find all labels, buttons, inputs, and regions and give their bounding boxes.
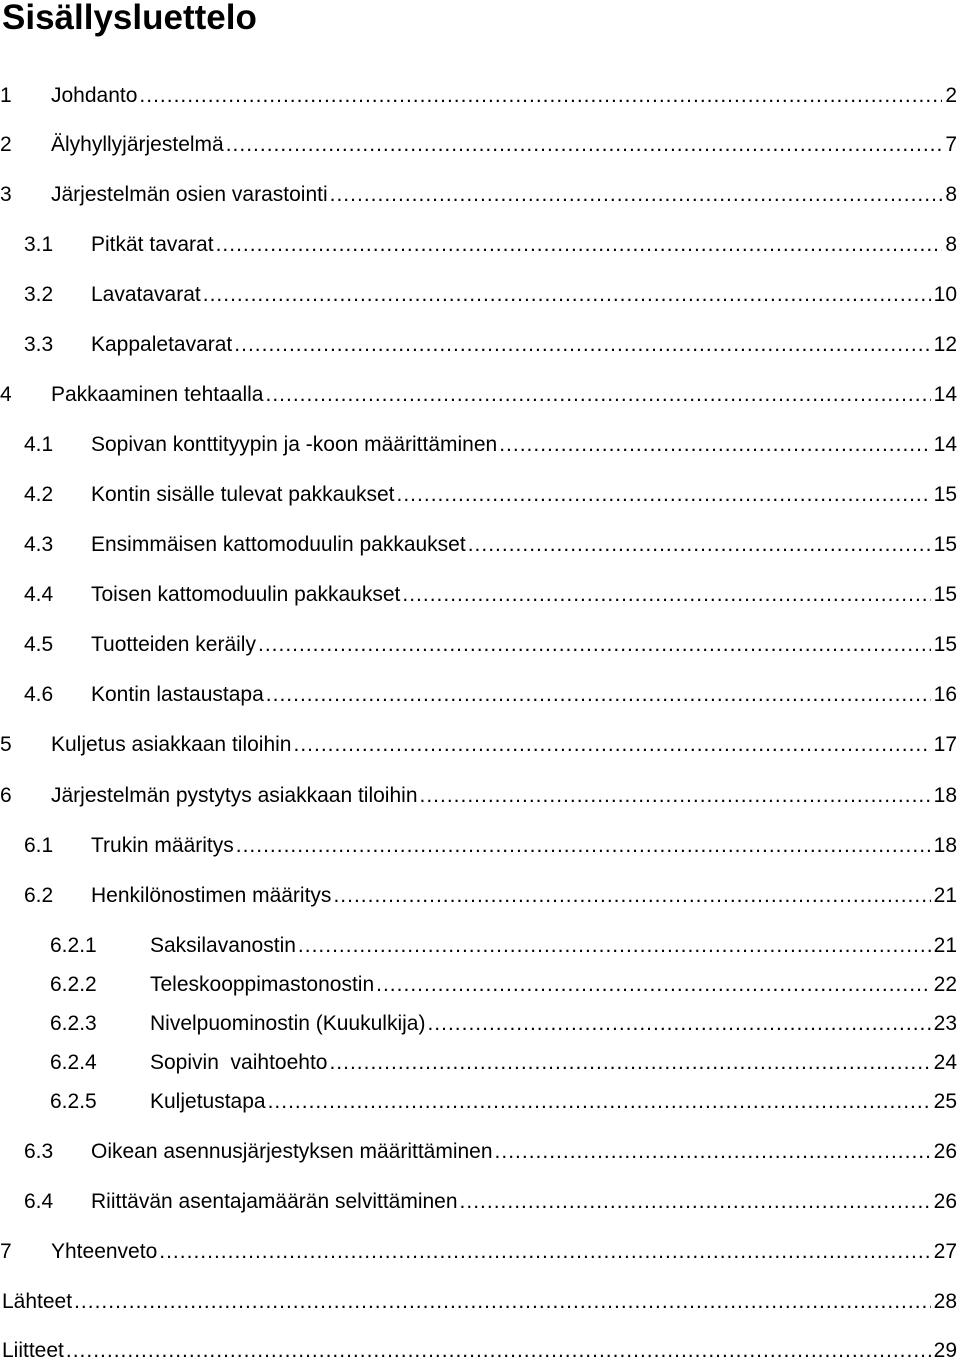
toc-dot-leader: [333, 881, 930, 911]
toc-entry-title: Johdanto: [51, 84, 138, 107]
toc-entry[interactable]: [0, 1137, 957, 1167]
toc-dot-leader: [265, 380, 930, 410]
toc-entry[interactable]: [0, 730, 957, 760]
toc-page-number: 15: [933, 483, 957, 506]
toc-entry[interactable]: [0, 81, 957, 111]
toc-page-number: 8: [945, 233, 957, 256]
toc-entry[interactable]: [0, 380, 957, 410]
toc-dot-leader: [468, 530, 931, 560]
toc-entry[interactable]: [0, 630, 957, 660]
toc-dot-leader: [298, 931, 931, 961]
toc-dot-leader: [159, 1237, 930, 1267]
toc-entry[interactable]: [0, 480, 957, 510]
toc-dot-leader: [376, 970, 931, 1000]
toc-dot-leader: [203, 280, 931, 310]
toc-dot-leader: [329, 1048, 930, 1078]
toc-entry-title: Nivelpuominostin (Kuukulkija): [150, 1012, 426, 1035]
toc-entry-title: Liitteet: [2, 1339, 64, 1362]
toc-page-number: 24: [933, 1051, 957, 1074]
toc-dot-leader: [216, 230, 943, 260]
toc-page-number: 26: [933, 1190, 957, 1213]
toc-entry-title: Teleskooppimastonostin: [150, 973, 375, 996]
toc-page-number: 10: [933, 283, 957, 306]
toc-entry-number: 6.2: [24, 884, 54, 907]
toc-entry-number: 3: [0, 183, 12, 206]
toc-entry-title: Ensimmäisen kattomoduulin pakkaukset: [91, 533, 466, 556]
toc-entry-title: Pakkaaminen tehtaalla: [51, 383, 264, 406]
toc-page-number: 28: [933, 1290, 957, 1313]
toc-dot-leader: [427, 1009, 930, 1039]
toc-page-number: 8: [945, 183, 957, 206]
toc-entry-title: Älyhyllyjärjestelmä: [51, 133, 224, 156]
toc-dot-leader: [266, 680, 931, 710]
toc-entry-title: Järjestelmän pystytys asiakkaan tiloihin: [51, 784, 418, 807]
toc-page-number: 16: [933, 683, 957, 706]
toc-entry-number: 2: [0, 133, 12, 156]
toc-entry-title: Lavatavarat: [91, 283, 201, 306]
toc-entry-title: Pitkät tavarat: [91, 233, 214, 256]
toc-entry[interactable]: [0, 781, 957, 811]
toc-page-number: 12: [933, 333, 957, 356]
toc-page-number: 27: [933, 1240, 957, 1263]
toc-entry[interactable]: [0, 130, 957, 160]
toc-entry[interactable]: [0, 530, 957, 560]
toc-dot-leader: [293, 730, 930, 760]
toc-entry-number: 3.1: [24, 233, 54, 256]
toc-entry-title: Lähteet: [2, 1290, 73, 1313]
toc-entry-title: Riittävän asentajamäärän selvittäminen: [91, 1190, 458, 1213]
toc-entry[interactable]: [0, 330, 957, 360]
toc-page-number: 22: [933, 973, 957, 996]
toc-page-number: 7: [945, 133, 957, 156]
toc-dot-leader: [420, 781, 931, 811]
toc-entry[interactable]: [0, 1187, 957, 1217]
toc-entry-number: 6.2.1: [50, 934, 97, 957]
toc-entry[interactable]: [0, 280, 957, 310]
toc-page-number: 17: [933, 733, 957, 756]
page-title: Sisällysluettelo: [2, 0, 257, 37]
toc-entry-title: Tuotteiden keräily: [91, 633, 256, 656]
toc-entry-number: 4: [0, 383, 12, 406]
toc-page-number: 14: [933, 433, 957, 456]
toc-entry-title: Sopivan konttityypin ja -koon määrittäminen: [91, 433, 498, 456]
toc-dot-leader: [499, 430, 930, 460]
toc-entry-title: Järjestelmän osien varastointi: [51, 183, 328, 206]
toc-page-number: 18: [933, 784, 957, 807]
toc-entry-title: Kontin lastaustapa: [91, 683, 264, 706]
toc-page-number: 15: [933, 583, 957, 606]
toc-page-number: 21: [933, 934, 957, 957]
toc-page-number: 23: [933, 1012, 957, 1035]
toc-dot-leader: [397, 480, 931, 510]
toc-page-number: 2: [945, 84, 957, 107]
toc-entry[interactable]: [0, 931, 957, 961]
toc-entry-title: Toisen kattomoduulin pakkaukset: [91, 583, 401, 606]
toc-entry-number: 4.4: [24, 583, 54, 606]
toc-entry-number: 4.5: [24, 633, 54, 656]
toc-entry[interactable]: [0, 1009, 957, 1039]
toc-entry-number: 6.4: [24, 1190, 54, 1213]
toc-entry-number: 4.1: [24, 433, 54, 456]
toc-page-number: 18: [933, 834, 957, 857]
toc-entry-title: Kuljetustapa: [150, 1090, 266, 1113]
toc-entry-number: 4.3: [24, 533, 54, 556]
toc-entry-title: Kuljetus asiakkaan tiloihin: [51, 733, 292, 756]
toc-dot-leader: [234, 330, 930, 360]
toc-entry-title: Trukin määritys: [91, 834, 234, 857]
toc-entry[interactable]: [0, 430, 957, 460]
toc-entry-title: Yhteenveto: [51, 1240, 158, 1263]
toc-entry-number: 6.2.3: [50, 1012, 97, 1035]
toc-dot-leader: [74, 1287, 931, 1317]
toc-dot-leader: [330, 180, 943, 210]
toc-entry[interactable]: [0, 580, 957, 610]
toc-entry[interactable]: [0, 1287, 957, 1317]
toc-entry-number: 6.2.5: [50, 1090, 97, 1113]
toc-page-number: 14: [933, 383, 957, 406]
toc-entry[interactable]: [0, 831, 957, 861]
toc-entry-number: 6.2.4: [50, 1051, 97, 1074]
toc-entry-number: 3.2: [24, 283, 54, 306]
toc-entry-number: 3.3: [24, 333, 54, 356]
toc-entry[interactable]: [0, 970, 957, 1000]
toc-entry-number: 4.2: [24, 483, 54, 506]
toc-entry-number: 6.1: [24, 834, 54, 857]
toc-page-number: 29: [933, 1339, 957, 1362]
toc-entry-number: 6.3: [24, 1140, 54, 1163]
toc-dot-leader: [226, 130, 943, 160]
toc-entry-number: 4.6: [24, 683, 54, 706]
toc-dot-leader: [236, 831, 931, 861]
toc-dot-leader: [402, 580, 930, 610]
toc-entry-number: 5: [0, 733, 12, 756]
toc-dot-leader: [258, 630, 931, 660]
toc-entry-number: 7: [0, 1240, 12, 1263]
toc-page-number: 25: [933, 1090, 957, 1113]
toc-entry-number: 6: [0, 784, 12, 807]
toc-entry-number: 6.2.2: [50, 973, 97, 996]
toc-page-number: 15: [933, 533, 957, 556]
toc-entry[interactable]: [0, 1048, 957, 1078]
toc-entry-title: Oikean asennusjärjestyksen määrittäminen: [91, 1140, 493, 1163]
toc-entry[interactable]: [0, 680, 957, 710]
toc-page-number: 21: [933, 884, 957, 907]
toc-entry[interactable]: [0, 1087, 957, 1117]
toc-page-number: 15: [933, 633, 957, 656]
toc-entry[interactable]: [0, 881, 957, 911]
toc-entry[interactable]: [0, 180, 957, 210]
toc-dot-leader: [495, 1137, 931, 1167]
toc-entry-title: Sopivin vaihtoehto: [150, 1051, 328, 1074]
toc-entry[interactable]: [0, 230, 957, 260]
toc-page-number: 26: [933, 1140, 957, 1163]
toc-dot-leader: [460, 1187, 931, 1217]
toc-entry-title: Saksilavanostin: [150, 934, 296, 957]
toc-entry-title: Kappaletavarat: [91, 333, 233, 356]
toc-dot-leader: [139, 81, 942, 111]
toc-entry-title: Kontin sisälle tulevat pakkaukset: [91, 483, 395, 506]
toc-entry-title: Henkilönostimen määritys: [91, 884, 332, 907]
toc-dot-leader: [268, 1087, 931, 1117]
toc-entry[interactable]: [0, 1237, 957, 1267]
toc-entry-number: 1: [0, 84, 12, 107]
